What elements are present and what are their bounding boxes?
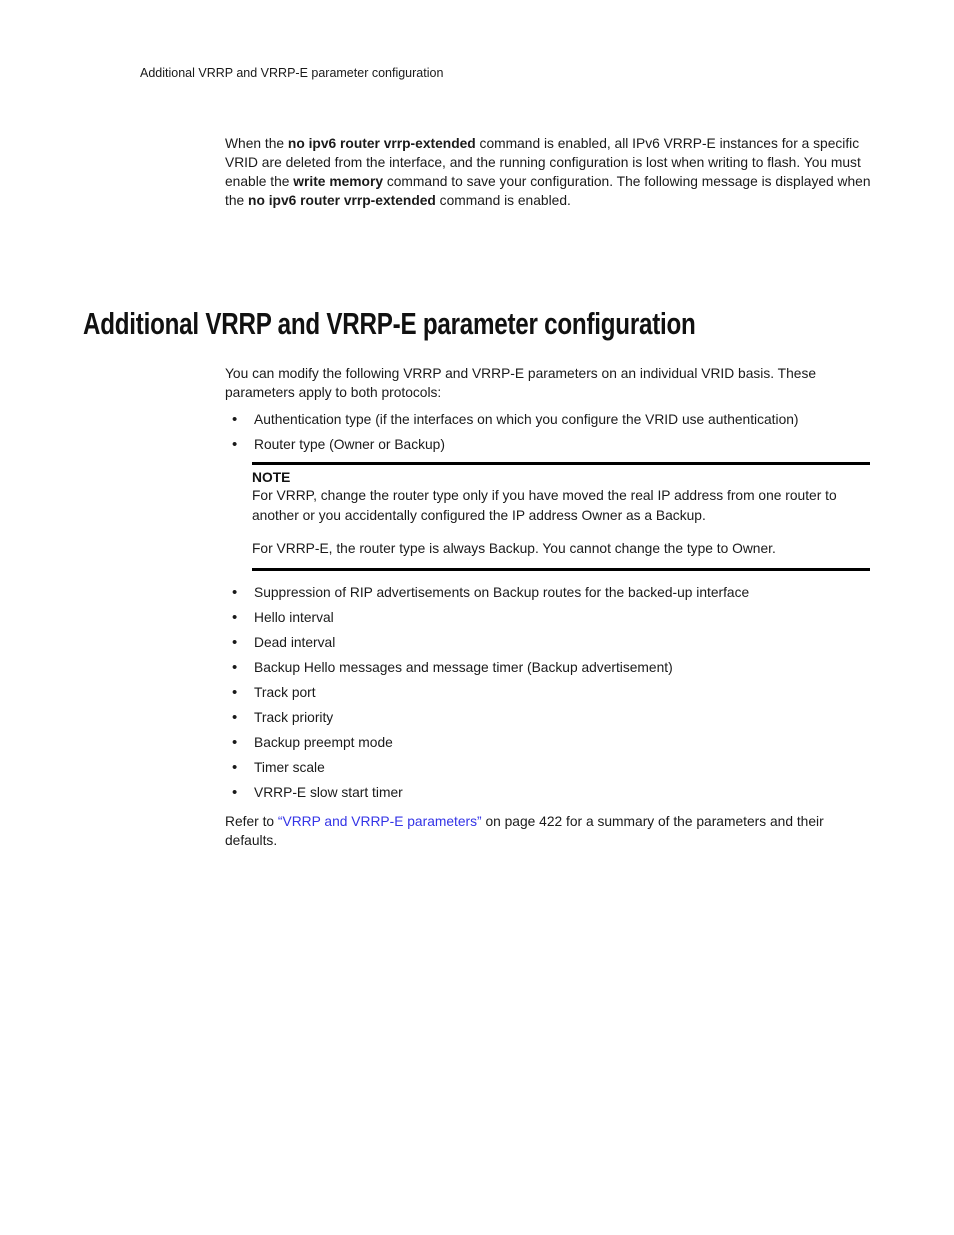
note-body: [252, 486, 870, 559]
list-item-text: Timer scale: [254, 760, 325, 775]
list-item: [225, 655, 875, 680]
list-item-text: Hello interval: [254, 610, 334, 625]
list-item-text: Backup Hello messages and message timer (Backup advertisement): [254, 660, 673, 675]
list-item-text: Track priority: [254, 710, 334, 725]
text-segment: command is enabled, all IPv6 VRRP-E instances for a specific VRID are deleted from the interface, and the running configuration is lost when writing to flash. You must enable the: [225, 136, 861, 189]
text-segment: command to save your configuration. The following message is displayed when the: [225, 174, 871, 208]
text-segment: no ipv6 router vrrp-extended: [248, 193, 436, 208]
parameter-bullet-list-bottom: [225, 580, 875, 805]
section-heading-text: Additional VRRP and VRRP-E parameter configuration: [83, 306, 696, 341]
list-item-text: VRRP-E slow start timer: [254, 785, 403, 800]
text-segment: Refer to: [225, 814, 278, 829]
list-item: [225, 780, 875, 805]
lead-paragraph: You can modify the following VRRP and VRRP-E parameters on an individual VRID basis. These parameters apply to both protocols:: [225, 366, 817, 400]
list-item: [225, 705, 875, 730]
parameter-bullet-list-top: [225, 407, 875, 457]
section-heading: [83, 306, 868, 342]
intro-paragraph: [225, 134, 875, 210]
refer-paragraph: [225, 812, 875, 850]
note-callout: [252, 462, 870, 571]
list-item-text: Authentication type (if the interfaces on which you configure the VRID use authentication): [254, 412, 799, 427]
list-item: [225, 580, 875, 605]
text-segment: write memory: [293, 174, 383, 189]
list-item: [225, 755, 875, 780]
list-item-text: Track port: [254, 685, 316, 700]
list-item-text: Backup preempt mode: [254, 735, 393, 750]
note-paragraph: For VRRP, change the router type only if you have moved the real IP address from one router to another or you accidentally configured the IP address Owner as a Backup.: [252, 488, 837, 523]
list-item-text: Dead interval: [254, 635, 336, 650]
list-item-text: Router type (Owner or Backup): [254, 437, 445, 452]
running-header: Additional VRRP and VRRP-E parameter configuration: [140, 66, 444, 80]
list-item: [225, 680, 875, 705]
vrrp-parameters-page-link[interactable]: “VRRP and VRRP-E parameters”: [277, 814, 482, 829]
note-paragraph: For VRRP-E, the router type is always Backup. You cannot change the type to Owner.: [252, 541, 776, 556]
list-item: [225, 407, 875, 432]
list-item: [225, 432, 875, 457]
list-item: [225, 630, 875, 655]
text-segment: command is enabled.: [435, 193, 571, 208]
text-segment: When the: [225, 136, 288, 151]
list-item-text: Suppression of RIP advertisements on Backup routes for the backed-up interface: [254, 585, 750, 600]
note-label: NOTE: [252, 470, 291, 485]
list-item: [225, 605, 875, 630]
text-segment: on page 422 for a summary of the parameters and their defaults.: [225, 814, 824, 848]
text-segment: no ipv6 router vrrp-extended: [287, 136, 476, 151]
list-item: [225, 730, 875, 755]
